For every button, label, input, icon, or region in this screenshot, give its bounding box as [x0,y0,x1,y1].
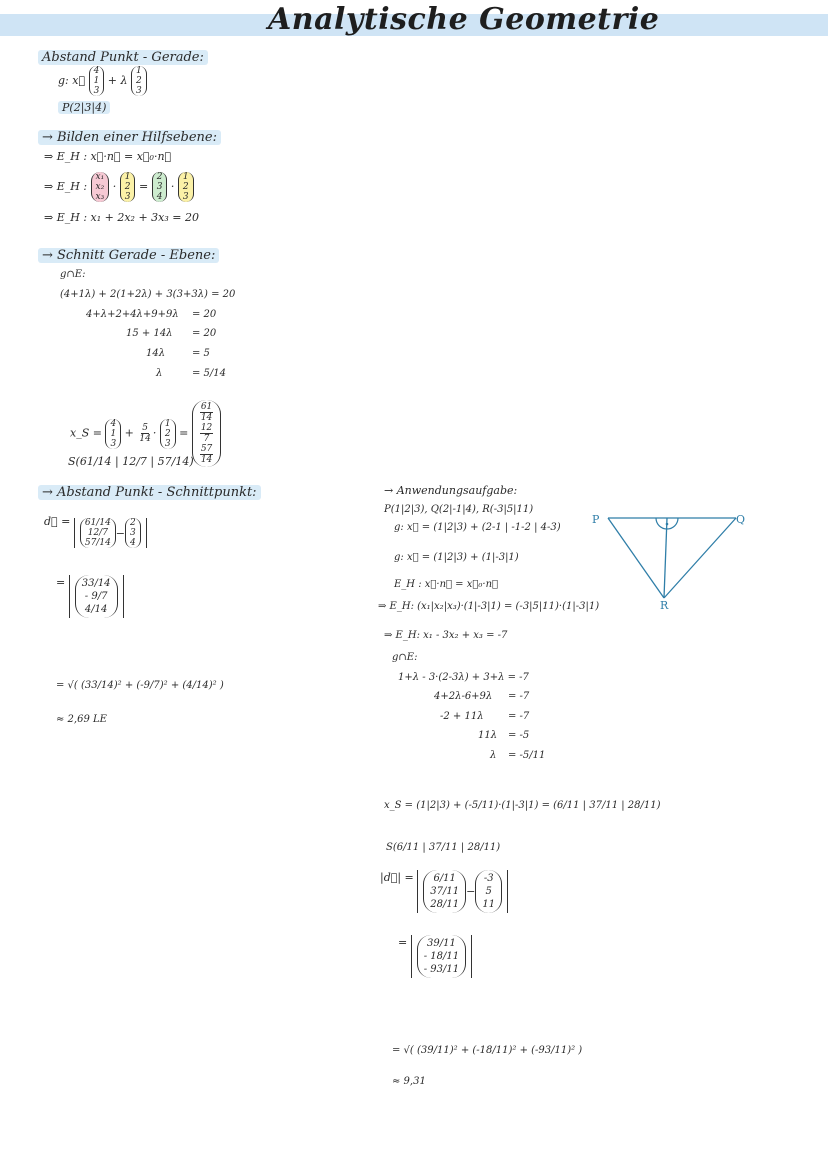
calc2-line-4-right: = -5 [508,730,530,741]
calc-line-3-right: = 20 [192,328,217,339]
plane-vectors-2: ⇒ E_H: (x₁|x₂|x₃)·(1|-3|1) = (-3|5|11)·(1|-3|1) [378,601,600,612]
calc2-line-4-left: 11λ [478,730,498,741]
distance2-setup: |d⃗| = 6/11 37/11 28/11 − -3 5 11 [380,870,508,913]
section-heading-schnitt: → Schnitt Gerade - Ebene: [38,248,219,263]
calc-line-2-right: = 20 [192,309,217,320]
line-g-simplified: g: x⃗ = (1|2|3) + (1|-3|1) [394,552,519,563]
page-title: Analytische Geometrie [268,2,660,37]
distance-vector-setup: d⃗ = 61/14 12/7 57/14 − 2 3 4 [44,515,147,548]
line-g-setup: g: x⃗ = (1|2|3) + (2-1 | -1-2 | 4-3) [394,522,561,533]
intersection-label: g∩E: [60,269,86,280]
right-angle-dot [666,523,669,526]
calc-line-3-left: 15 + 14λ [126,328,173,339]
plane-equation-general: ⇒ E_H : x⃗·n⃗ = x⃗₀·n⃗ [44,150,172,163]
distance-root: = √( (33/14)² + (-9/7)² + (4/14)² ) [56,680,224,691]
intersection-vector-calc: x_S = 4 1 3 + $\frac{5}{14}$ · 1 2 3 = $\frac{61}{14}$ $\frac{12}{7}$ $\frac{57}{14}$ [70,400,221,467]
calc2-line-5-right: = -5/11 [508,750,546,761]
point-p: P(2|3|4) [58,101,110,114]
calc2-line-1: 1+λ - 3·(2-3λ) + 3+λ = -7 [398,672,529,683]
calc2-line-5-left: λ [490,750,497,761]
label-p: P [592,513,600,526]
distance2-root: = √( (39/11)² + (-18/11)² + (-93/11)² ) [392,1045,583,1056]
plane-coordinate-2: ⇒ E_H: x₁ - 3x₂ + x₃ = -7 [384,630,508,641]
triangle-sketch [590,505,750,615]
label-r: R [660,599,669,612]
section-heading-hilfsebene: → Bilden einer Hilfsebene: [38,130,221,145]
side-pr [608,518,664,598]
plane-equation-vectors: ⇒ E_H : x₁ x₂ x₃ · 1 2 3 = 2 3 4 · 1 2 3 [44,172,194,202]
calc2-line-2-right: = -7 [508,691,530,702]
calc-line-1: (4+1λ) + 2(1+2λ) + 3(3+3λ) = 20 [60,289,236,300]
line-equation: g: x⃗ 4 1 3 + λ 1 2 3 [58,66,147,96]
calc-line-4-right: = 5 [192,348,210,359]
side-qr [664,518,736,598]
label-q: Q [736,513,746,526]
calc-line-4-left: 14λ [146,348,166,359]
calc-line-5-left: λ [156,368,163,379]
plane-equation-coordinate: ⇒ E_H : x₁ + 2x₂ + 3x₃ = 20 [44,211,199,224]
section-heading-abstand-schnittpunkt: → Abstand Punkt - Schnittpunkt: [38,485,261,500]
section-heading-abstand-punkt-gerade: Abstand Punkt - Gerade: [38,50,208,65]
calc-line-5-right: = 5/14 [192,368,227,379]
calc2-line-3-right: = -7 [508,711,530,722]
calc2-line-3-left: -2 + 11λ [440,711,484,722]
plane-general-2: E_H : x⃗·n⃗ = x⃗₀·n⃗ [394,579,499,590]
intersection-label-2: g∩E: [392,652,418,663]
intersection-point-2: S(6/11 | 37/11 | 28/11) [386,842,501,853]
calc2-line-2-left: 4+2λ-6+9λ [434,691,493,702]
section-heading-anwendungsaufgabe: → Anwendungsaufgabe: [384,484,518,497]
distance-approx: ≈ 2,69 LE [56,714,107,725]
distance2-approx: ≈ 9,31 [392,1076,426,1087]
distance-vector-result: = 33/14 - 9/7 4/14 [56,575,124,618]
intersection-point: S(61/14 | 12/7 | 57/14) [68,455,194,468]
intersection-vector-calc-2: x_S = (1|2|3) + (-5/11)·(1|-3|1) = (6/11 | 37/11 | 28/11) [384,800,661,811]
given-points: P(1|2|3), Q(2|-1|4), R(-3|5|11) [384,504,534,515]
calc-line-2-left: 4+λ+2+4λ+9+9λ [86,309,179,320]
altitude [664,518,667,598]
distance2-result: = 39/11 - 18/11 - 93/11 [398,935,472,978]
